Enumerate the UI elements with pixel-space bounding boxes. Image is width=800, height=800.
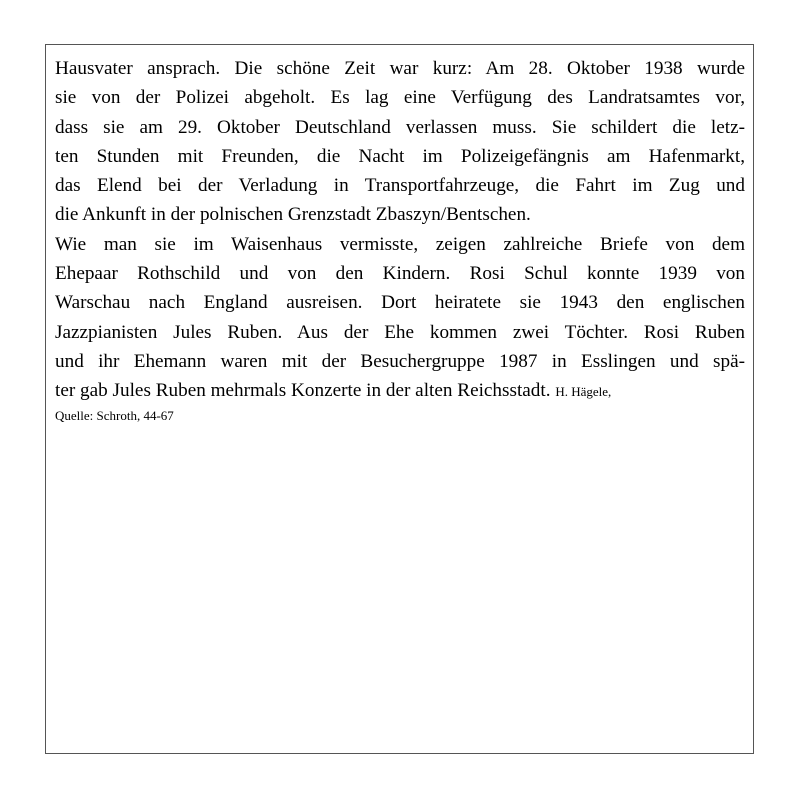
text-line: Warschau nach England ausreisen. Dort heiratete sie 1943 den englischen (55, 292, 745, 314)
text-line: Jazzpianisten Jules Ruben. Aus der Ehe kommen zwei Töchter. Rosi Ruben (55, 321, 745, 343)
text-line: sie von der Polizei abgeholt. Es lag eine Verfügung des Landratsamtes vor, (55, 87, 745, 109)
text-line: die Ankunft in der polnischen Grenzstadt Zbaszyn/Bentschen. (55, 204, 531, 226)
text-line: und ihr Ehemann waren mit der Besuchergruppe 1987 in Esslingen und spä- (55, 350, 745, 372)
article-text (55, 54, 745, 426)
author-credit: H. Hägele, (555, 384, 612, 400)
text-line: Hausvater ansprach. Die schöne Zeit war kurz: Am 28. Oktober 1938 wurde (55, 58, 745, 79)
text-line-content: ter gab Jules Ruben mehrmals Konzerte in der alten Reichsstadt. (55, 380, 551, 402)
source-citation: Quelle: Schroth, 44-67 (55, 407, 174, 423)
text-line-last (55, 376, 745, 406)
text-line: dass sie am 29. Oktober Deutschland verlassen muss. Sie schildert die letz- (55, 116, 745, 138)
page-frame (45, 44, 754, 754)
text-line: Wie man sie im Waisenhaus vermisste, zeigen zahlreiche Briefe von dem (55, 233, 745, 255)
text-line: Ehepaar Rothschild und von den Kindern. Rosi Schul konnte 1939 von (55, 263, 745, 285)
text-line: ten Stunden mit Freunden, die Nacht im Polizeigefängnis am Hafenmarkt, (55, 145, 745, 167)
text-line: das Elend bei der Verladung in Transportfahrzeuge, die Fahrt im Zug und (55, 175, 745, 197)
